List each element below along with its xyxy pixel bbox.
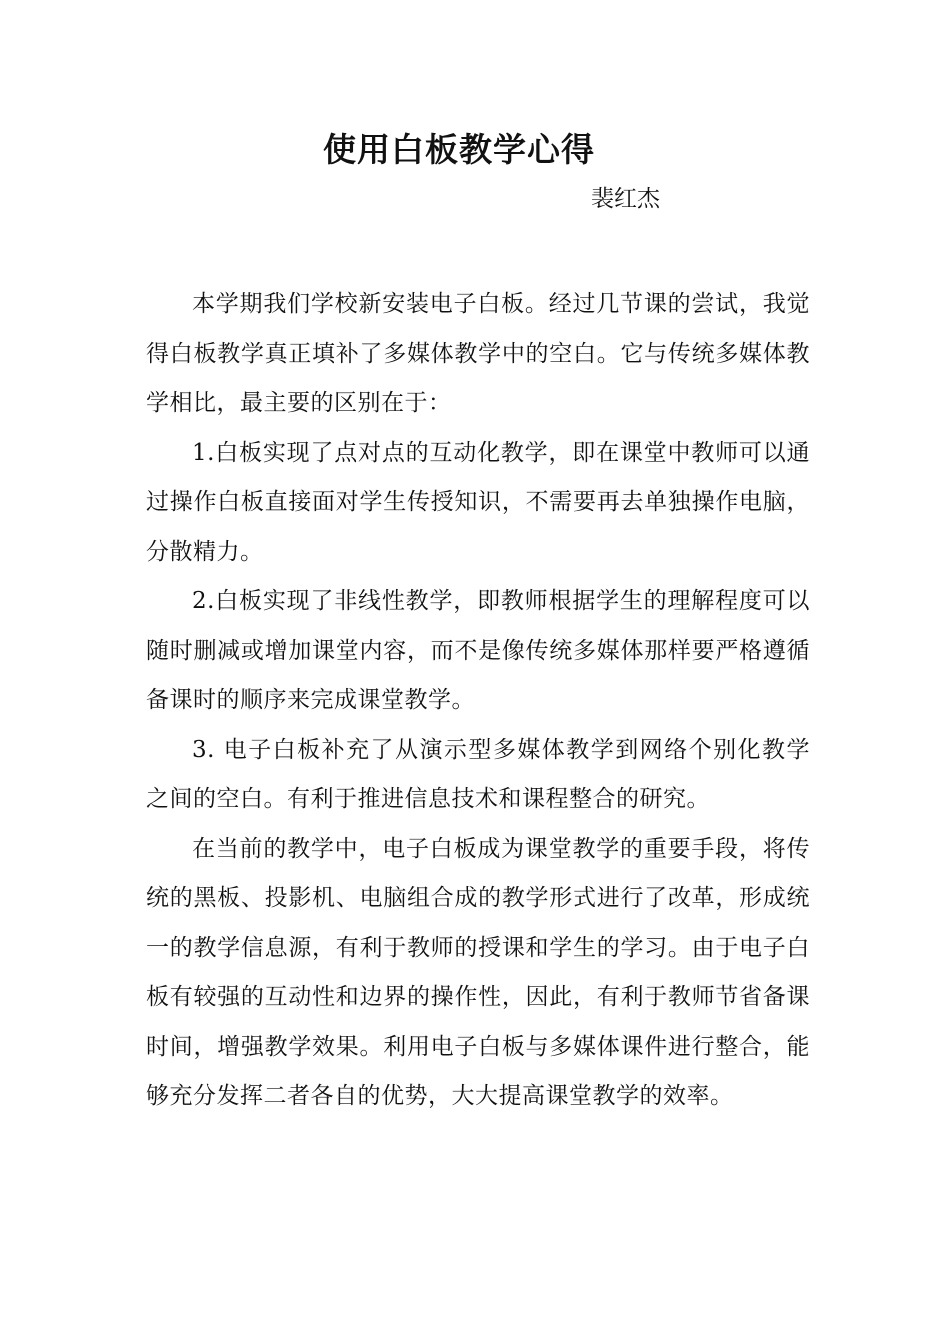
paragraph-point-2: 2.白板实现了非线性教学，即教师根据学生的理解程度可以随时删减或增加课堂内容，而不是像传统多媒体那样要严格遵循备课时的顺序来完成课堂教学。 <box>146 588 810 713</box>
paragraph-point-1: 1.白板实现了点对点的互动化教学，即在课堂中教师可以通过操作白板直接面对学生传授知识，不需要再去单独操作电脑，分散精力。 <box>146 439 810 565</box>
paragraph-intro: 本学期我们学校新安装电子白板。经过几节课的尝试，我觉得白板教学真正填补了多媒体教学中的空白。它与传统多媒体教学相比，最主要的区别在于： <box>146 291 810 416</box>
paragraph-conclusion: 在当前的教学中，电子白板成为课堂教学的重要手段，将传统的黑板、投影机、电脑组合成的教学形式进行了改革，形成统一的教学信息源，有利于教师的授课和学生的学习。由于电子白板有较强的互动性和边界的操作性，因此，有利于教师节省备课时间，增强教学效果。利用电子白板与多媒体课件进行整合，能够充分发挥二者各自的优势，大大提高课堂教学的效率。 <box>146 835 810 1109</box>
document-title: 使用白板教学心得 <box>323 130 595 169</box>
document-body <box>146 280 810 1122</box>
document-author: 裴红杰 <box>591 186 660 212</box>
paragraph-point-3: 3. 电子白板补充了从演示型多媒体教学到网络个别化教学之间的空白。有利于推进信息技术和课程整合的研究。 <box>146 736 810 812</box>
